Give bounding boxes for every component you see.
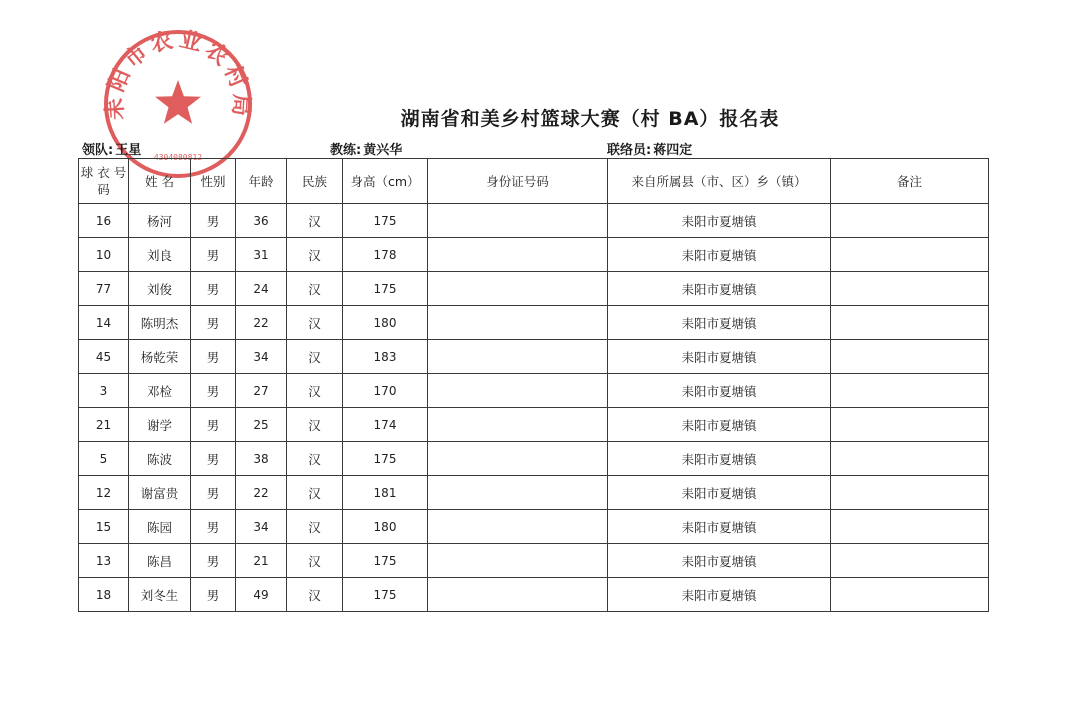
coach-name: 黄兴华 (363, 143, 403, 158)
cell-number: 14 (79, 306, 129, 340)
cell-remark (831, 306, 989, 340)
cell-height: 181 (343, 476, 428, 510)
cell-id (428, 442, 608, 476)
cell-remark (831, 544, 989, 578)
cell-remark (831, 442, 989, 476)
cell-age: 25 (236, 408, 287, 442)
cell-remark (831, 374, 989, 408)
cell-name: 谢学 (129, 408, 191, 442)
svg-text:4304080812: 4304080812 (153, 153, 203, 162)
cell-remark (831, 340, 989, 374)
cell-name: 陈园 (129, 510, 191, 544)
cell-gender: 男 (191, 510, 236, 544)
cell-id (428, 510, 608, 544)
cell-remark (831, 510, 989, 544)
cell-ethnicity: 汉 (287, 544, 343, 578)
cell-age: 31 (236, 238, 287, 272)
cell-gender: 男 (191, 238, 236, 272)
team-leader-label: 领队: (82, 143, 114, 158)
cell-origin: 耒阳市夏塘镇 (608, 340, 831, 374)
player-roster-table (78, 158, 989, 612)
cell-number: 13 (79, 544, 129, 578)
table-header-row (79, 159, 989, 204)
cell-id (428, 374, 608, 408)
cell-name: 杨乾荣 (129, 340, 191, 374)
cell-origin: 耒阳市夏塘镇 (608, 204, 831, 238)
cell-height: 180 (343, 510, 428, 544)
cell-number: 12 (79, 476, 129, 510)
cell-number: 16 (79, 204, 129, 238)
document-title: 湖南省和美乡村篮球大赛（村 BA）报名表 (400, 108, 780, 130)
table-row (79, 510, 989, 544)
team-leader (82, 139, 141, 158)
table-row (79, 340, 989, 374)
cell-height: 170 (343, 374, 428, 408)
table-row (79, 238, 989, 272)
cell-number: 5 (79, 442, 129, 476)
cell-gender: 男 (191, 272, 236, 306)
cell-height: 175 (343, 204, 428, 238)
cell-height: 183 (343, 340, 428, 374)
cell-ethnicity: 汉 (287, 578, 343, 612)
cell-number: 21 (79, 408, 129, 442)
cell-height: 175 (343, 544, 428, 578)
table-row (79, 578, 989, 612)
cell-ethnicity: 汉 (287, 204, 343, 238)
cell-name: 陈昌 (129, 544, 191, 578)
svg-text:耒阳市农业农村局: 耒阳市农业农村局 (102, 28, 254, 121)
cell-origin: 耒阳市夏塘镇 (608, 544, 831, 578)
cell-name: 刘俊 (129, 272, 191, 306)
cell-ethnicity: 汉 (287, 374, 343, 408)
cell-name: 刘冬生 (129, 578, 191, 612)
coach-label: 教练: (330, 143, 362, 158)
cell-name: 陈波 (129, 442, 191, 476)
cell-remark (831, 408, 989, 442)
cell-age: 49 (236, 578, 287, 612)
cell-origin: 耒阳市夏塘镇 (608, 238, 831, 272)
cell-id (428, 340, 608, 374)
cell-number: 45 (79, 340, 129, 374)
cell-gender: 男 (191, 408, 236, 442)
cell-origin: 耒阳市夏塘镇 (608, 510, 831, 544)
cell-name: 杨河 (129, 204, 191, 238)
cell-origin: 耒阳市夏塘镇 (608, 408, 831, 442)
cell-id (428, 238, 608, 272)
table-row (79, 442, 989, 476)
contact-label: 联络员: (607, 143, 652, 158)
cell-number: 3 (79, 374, 129, 408)
cell-ethnicity: 汉 (287, 306, 343, 340)
cell-name: 刘良 (129, 238, 191, 272)
contact-name: 蒋四定 (653, 143, 693, 158)
cell-origin: 耒阳市夏塘镇 (608, 306, 831, 340)
col-header-remark: 备注 (831, 159, 989, 204)
col-header-height: 身高（cm） (343, 159, 428, 204)
table-row (79, 204, 989, 238)
cell-height: 175 (343, 272, 428, 306)
cell-age: 27 (236, 374, 287, 408)
cell-remark (831, 238, 989, 272)
table-row (79, 306, 989, 340)
cell-gender: 男 (191, 374, 236, 408)
cell-gender: 男 (191, 544, 236, 578)
cell-height: 175 (343, 578, 428, 612)
cell-height: 178 (343, 238, 428, 272)
cell-name: 谢富贵 (129, 476, 191, 510)
cell-gender: 男 (191, 476, 236, 510)
col-header-id: 身份证号码 (428, 159, 608, 204)
cell-age: 38 (236, 442, 287, 476)
cell-gender: 男 (191, 442, 236, 476)
team-leader-name: 王星 (115, 143, 142, 158)
cell-height: 174 (343, 408, 428, 442)
cell-ethnicity: 汉 (287, 408, 343, 442)
cell-origin: 耒阳市夏塘镇 (608, 272, 831, 306)
col-header-number: 球 衣 号码 (79, 159, 129, 204)
cell-id (428, 306, 608, 340)
cell-ethnicity: 汉 (287, 442, 343, 476)
table-row (79, 408, 989, 442)
cell-ethnicity: 汉 (287, 272, 343, 306)
cell-origin: 耒阳市夏塘镇 (608, 476, 831, 510)
cell-age: 36 (236, 204, 287, 238)
col-header-origin: 来自所属县（市、区）乡（镇） (608, 159, 831, 204)
cell-origin: 耒阳市夏塘镇 (608, 374, 831, 408)
cell-remark (831, 204, 989, 238)
cell-gender: 男 (191, 204, 236, 238)
col-header-name: 姓 名 (129, 159, 191, 204)
cell-height: 175 (343, 442, 428, 476)
cell-id (428, 578, 608, 612)
cell-ethnicity: 汉 (287, 238, 343, 272)
cell-origin: 耒阳市夏塘镇 (608, 442, 831, 476)
table-row (79, 272, 989, 306)
table-row (79, 544, 989, 578)
col-header-gender: 性别 (191, 159, 236, 204)
cell-name: 邓检 (129, 374, 191, 408)
cell-age: 24 (236, 272, 287, 306)
col-header-ethnicity: 民族 (287, 159, 343, 204)
cell-remark (831, 272, 989, 306)
contact-person (607, 139, 692, 158)
cell-number: 77 (79, 272, 129, 306)
cell-ethnicity: 汉 (287, 476, 343, 510)
cell-age: 34 (236, 340, 287, 374)
cell-age: 34 (236, 510, 287, 544)
roster-body (79, 204, 989, 612)
cell-remark (831, 476, 989, 510)
cell-number: 10 (79, 238, 129, 272)
cell-number: 18 (79, 578, 129, 612)
cell-id (428, 544, 608, 578)
cell-age: 21 (236, 544, 287, 578)
cell-gender: 男 (191, 340, 236, 374)
cell-gender: 男 (191, 306, 236, 340)
cell-age: 22 (236, 476, 287, 510)
cell-id (428, 408, 608, 442)
cell-remark (831, 578, 989, 612)
cell-height: 180 (343, 306, 428, 340)
cell-ethnicity: 汉 (287, 510, 343, 544)
cell-ethnicity: 汉 (287, 340, 343, 374)
col-header-age: 年龄 (236, 159, 287, 204)
coach (330, 139, 402, 158)
cell-age: 22 (236, 306, 287, 340)
cell-id (428, 204, 608, 238)
cell-number: 15 (79, 510, 129, 544)
table-row (79, 476, 989, 510)
cell-origin: 耒阳市夏塘镇 (608, 578, 831, 612)
cell-gender: 男 (191, 578, 236, 612)
table-row (79, 374, 989, 408)
cell-id (428, 272, 608, 306)
cell-id (428, 476, 608, 510)
cell-name: 陈明杰 (129, 306, 191, 340)
